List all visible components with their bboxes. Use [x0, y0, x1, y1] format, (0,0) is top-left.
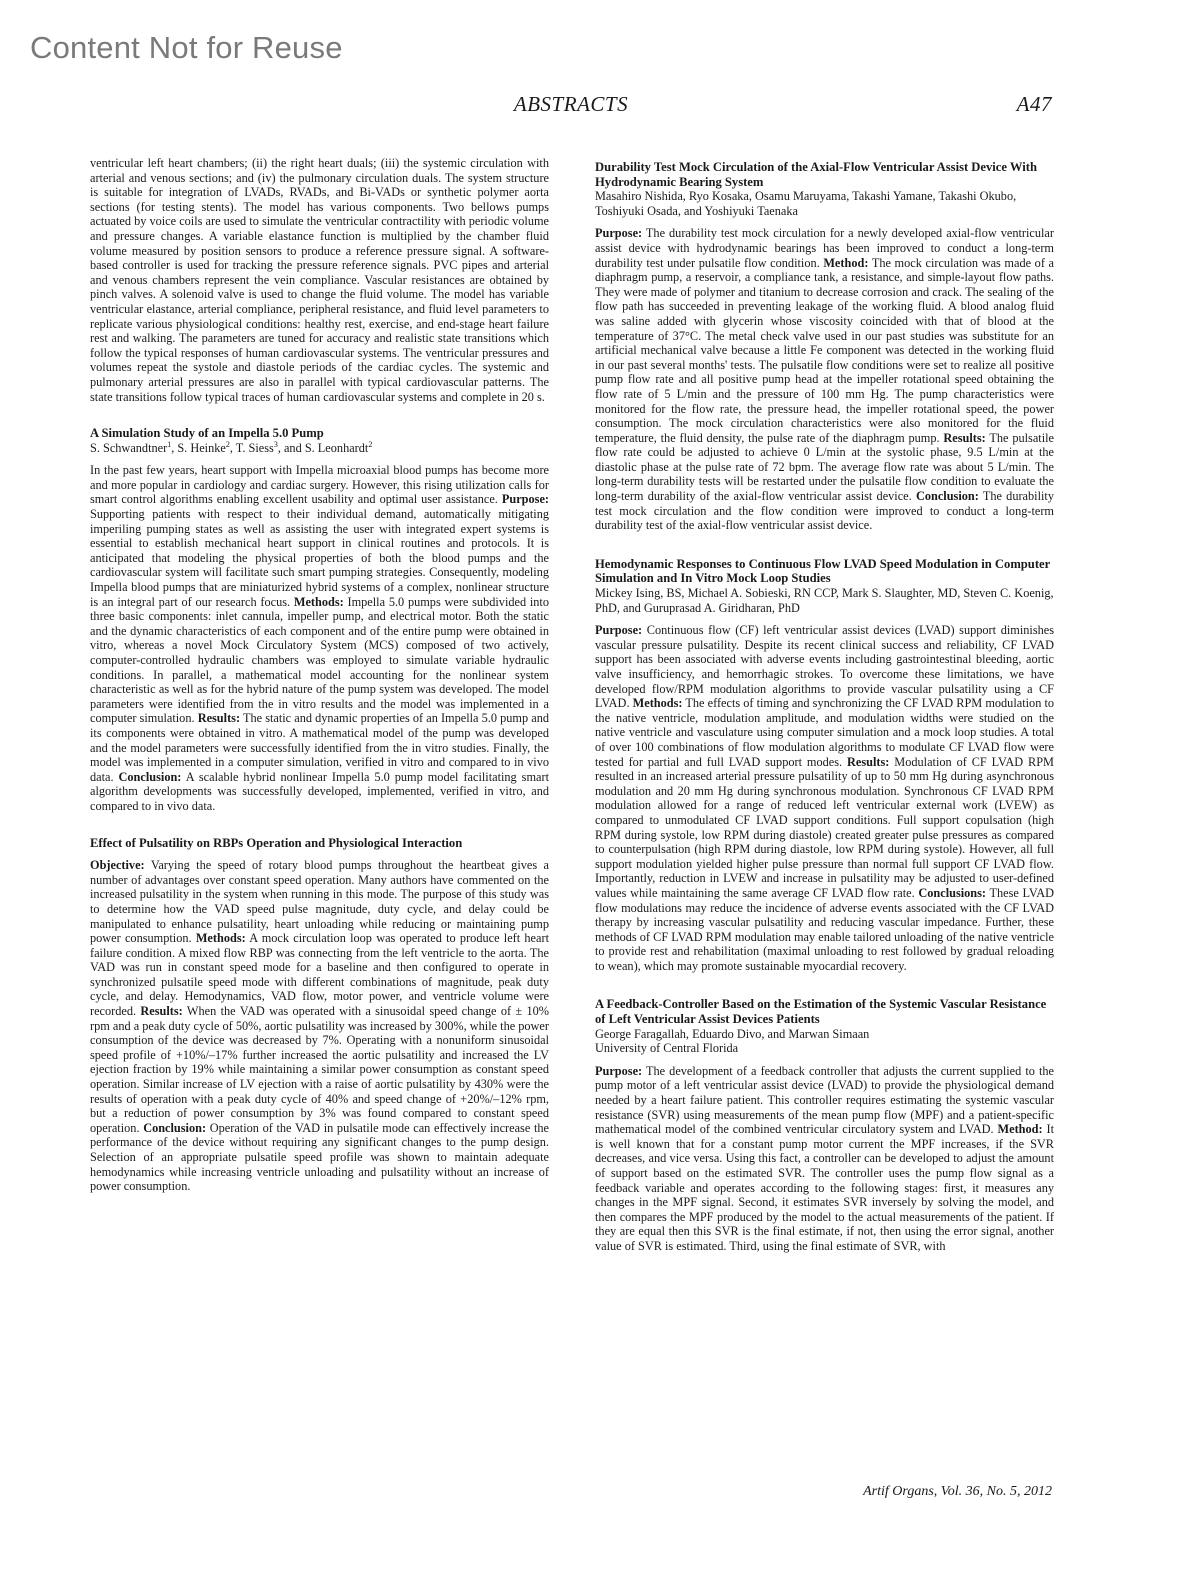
abstract-body	[595, 1064, 1054, 1254]
author-affiliation-mark: 2	[368, 439, 373, 449]
conclusion-label: Conclusion:	[118, 769, 182, 784]
method-text: It is well known that for a constant pump motor current the MPF increases, if the SVR decreases, and vice versa. Using this fact, a controller can be developed to adjust the amount of support based on the estimated SVR. The controller uses the pump flow signal as a feedback variable and operates according to the following stages: first, it measures any changes in the MPF signal. Second, it estimates SVR inversely by solving the model, and then compares the MPF produced by the model to the actual measurements of the patient. If they are equal then this SVR is the final estimate, if not, then using the error signal, another value of SVR is estimated. Third, using the final estimate of SVR, with	[595, 1122, 1055, 1253]
abstract-impella	[90, 426, 549, 813]
purpose-text: The development of a feedback controller that adjusts the current supplied to the pump motor of a left ventricular assist device (LVAD) to provide the physiological demand needed by a heart failure patient. This controller requires estimating the systemic vascular resistance (SVR) using measurements of the mean pump flow (MPF) and a patient-specific mathematical model of the combined ventricular circulatory system and LVAD.	[595, 1063, 1054, 1137]
results-label: Results:	[943, 430, 986, 445]
purpose-text: Continuous flow (CF) left ventricular assist devices (LVAD) support diminishes vascular pressure pulsatility. Despite its recent clinical success and reliability, CF LVAD support has been associated with adverse events including gastrointestinal bleeding, aortic valve insufficiency, and hemorrhagic strokes. To overcome these limitations, we have developed flow/RPM modulation algorithms to provide vascular pulsatility using a CF LVAD.	[595, 623, 1054, 711]
author-name: S. Leonhardt	[304, 440, 369, 455]
author-separator: ,	[171, 440, 178, 455]
section-title: ABSTRACTS	[513, 92, 629, 116]
purpose-label: Purpose:	[501, 492, 549, 507]
methods-text: Impella 5.0 pumps were subdivided into three basic components: inlet cannula, impeller pump, and electrical motor. Both the static and the dynamic characteristics of each component and of the entire pump were obtained in vitro, whereas a novel Mock Circulatory System (MCS) composed of two actively, computer-controlled hydraulic chambers was employed to simulate variable hydraulic conditions. In parallel, a mathematical model accounting for the nonlinear system characteristic as well as for the hybrid nature of the pump system was developed. The model parameters were identified from the in vitro results and the model was implemented in a computer simulation.	[90, 594, 549, 726]
objective-label: Objective:	[90, 858, 145, 873]
abstract-body	[595, 623, 1054, 973]
methods-text: A mock circulation loop was operated to produce left heart failure condition. A mixed flow RBP was connecting from the left ventricle to the aorta. The VAD was run in constant speed mode for a baseline and then configured to operate in synchronized pulsatile speed mode with different combinations of magnitude, peak duty cycle, and delay. Hemodynamics, VAD flow, motor power, and ventricle volume were recorded.	[90, 931, 549, 1019]
abstract-durability	[595, 160, 1054, 533]
method-label: Method:	[997, 1122, 1043, 1137]
methods-label: Methods:	[293, 594, 344, 609]
abstract-title: Effect of Pulsatility on RBPs Operation and Physiological Interaction	[90, 835, 463, 850]
objective-text: Varying the speed of rotary blood pumps throughout the heartbeat gives a number of advantages over constant speed operation. Many authors have commented on the increased pulsatility in the system when running in this mode. The purpose of this study was to determine how the VAD speed pulse magnitude, duty cycle, and delay could be manipulated to enhance pulsatility, heart unloading while reducing or maintaining pump power consumption.	[90, 858, 549, 946]
abstract-hemodynamic	[595, 557, 1054, 974]
results-text: Modulation of CF LVAD RPM resulted in an increased arterial pressure pulsatility of up to 50 mm Hg during asynchronous modulation and 20 mm Hg during synchronous modulation. Synchronous CF LVAD RPM modulation allowed for a range of reduced left ventricular external work (LVEW) as compared to unmodulated CF LVAD support conditions. Full support copulsation (high RPM during systole, low RPM during diastole) created greater pulse pressures as compared to counterpulsation (high RPM during diastole, low RPM during systole). However, all full support modulation yielded higher pulse pressure than normal full support CF LVAD flow. Importantly, reduction in LVEW and increase in pulsatility may be adjusted to user-defined values while maintaining the same average CF LVAD flow rate.	[595, 754, 1054, 900]
author-name: S. Heinke	[177, 440, 226, 455]
abstract-title: A Simulation Study of an Impella 5.0 Pump	[90, 426, 324, 441]
results-label: Results:	[197, 711, 241, 726]
methods-label: Methods:	[632, 696, 683, 711]
abstract-authors: Masahiro Nishida, Ryo Kosaka, Osamu Maruyama, Takashi Yamane, Takashi Okubo, Toshiyuki Osada, and Yoshiyuki Taenaka	[595, 189, 1017, 218]
right-column	[595, 160, 1054, 1254]
method-label: Method:	[823, 255, 869, 270]
author-separator: ,	[229, 440, 236, 455]
abstract-body	[595, 226, 1054, 532]
abstract-affiliation: University of Central Florida	[595, 1041, 739, 1056]
running-head	[90, 92, 1052, 118]
purpose-label: Purpose:	[595, 623, 643, 638]
watermark: Content Not for Reuse	[30, 30, 343, 65]
conclusion-label: Conclusion:	[915, 489, 979, 504]
conclusions-label: Conclusions:	[918, 885, 987, 900]
abstract-pulsatility	[90, 836, 549, 1194]
author-affiliation-mark: 2	[225, 439, 230, 449]
conclusion-text: A scalable hybrid nonlinear Impella 5.0 pump model facilitating smart algorithm developments was successfully developed, implemented, verified in vitro, and compared to in vivo data.	[90, 769, 549, 813]
author-separator: , and	[277, 440, 305, 455]
abstract-body	[90, 463, 549, 813]
results-text: The static and dynamic properties of an Impella 5.0 pump and its components were obtained in vitro. A mathematical model of the pump was developed and the model parameters were successfully identified from the in vitro studies. Finally, the model was implemented in a computer simulation, verified in vitro and compared to in vivo data.	[90, 711, 550, 784]
continued-abstract-text: ventricular left heart chambers; (ii) the right heart duals; (iii) the systemic circulation with arterial and venous sections; and (iv) the pulmonary circulation duals. The system structure is suitable for integration of LVADs, RVADs, and Bi-VADs or synthetic polymer aorta sections (for testing stents). The model has various components. Two bellows pumps actuated by voice coils are used to simulate the ventricular contractility with periodic volume and pressure changes. A variable elastance function is multiplied by the chamber fluid volume measured by position sensors to produce a reference pressure signal. A software-based controller is used for tracking the pressure reference signals. PVC pipes and arterial and venous chambers represent the vein compliance. Vascular resistances are obtained by pinch valves. A solenoid valve is used to change the fluid volume. The model has variable ventricular elastance, arterial compliance, peripheral resistance, and fluid level parameters to replicate various physiological conditions: healthy rest, exercise, and end-stage heart failure rest and walking. The parameters are tuned for accuracy and realistic state transitions which follow the typical responses of human cardiovascular systems. The ventricular pressures and volumes repeat the systole and diastole periods of the cardiac cycles. The systemic and pulmonary arterial pressures are also in parallel with typical cardiovascular patterns. The state transitions follow typical traces of human cardiovascular systems and complete in 20 s.	[90, 156, 549, 404]
author-name: S. Schwandtner	[90, 440, 168, 455]
author-affiliation-mark: 1	[167, 439, 172, 449]
intro-text: In the past few years, heart support with Impella microaxial blood pumps has become more and more popular in cardiology and cardiac surgery. However, this rising utilization calls for smart control algorithms enabling excellent usability and optimal user assistance.	[90, 463, 549, 507]
abstract-feedback	[595, 997, 1054, 1253]
purpose-label: Purpose:	[595, 226, 643, 241]
abstract-authors: George Faragallah, Eduardo Divo, and Marwan Simaan	[595, 1026, 870, 1041]
purpose-text: The durability test mock circulation for a newly developed axial-flow ventricular assist device with hydrodynamic bearings has been improved to conduct a long-term durability test under pulsatile flow condition.	[595, 226, 1054, 270]
left-column	[90, 156, 549, 1194]
results-label: Results:	[140, 1004, 183, 1019]
abstract-title: A Feedback-Controller Based on the Estimation of the Systemic Vascular Resistance of Left Ventricular Assist Devices Patients	[595, 997, 1047, 1027]
purpose-text: Supporting patients with respect to their individual demand, automatically mitigating imperiling pumping states as well as assisting the user with integrated expert systems is essential to establish mechanical heart support in clinical routines and protocols. It is anticipated that modeling the physical properties of both the blood pumps and the cardiovascular system will facilitate such smart pumping strategies. Consequently, modeling Impella blood pumps that are miniaturized hybrid systems of a complex, nonlinear structure is an integral part of our research focus.	[90, 507, 549, 609]
author-name: T. Siess	[235, 440, 274, 455]
methods-label: Methods:	[195, 931, 246, 946]
abstract-body	[90, 858, 549, 1194]
abstract-authors	[90, 441, 549, 456]
results-label: Results:	[847, 754, 890, 769]
page-number: A47	[1016, 92, 1052, 116]
methods-text: The effects of timing and synchronizing the CF LVAD RPM modulation to the native ventricle, modulation amplitude, and modulation widths were studied on the native ventricle and vasculature using computer simulation and a mock loop studies. A total of over 100 combinations of flow modulation algorithms to modulate CF LVAD flow were tested for partial and full LVAD support modes.	[595, 696, 1055, 769]
conclusion-text: The durability test mock circulation and the flow condition were improved to conduct a long-term durability test of the axial-flow ventricular assist device.	[595, 489, 1054, 533]
author-affiliation-mark: 3	[273, 439, 278, 449]
conclusion-text: Operation of the VAD in pulsatile mode can effectively increase the performance of the device without requiring any significant changes to the pump design. Selection of an appropriate pulsatile speed profile was shown to maintain adequate hemodynamics while increasing ventricle unloading and pulsatility without an increase of power consumption.	[90, 1120, 549, 1194]
journal-citation: Artif Organs, Vol. 36, No. 5, 2012	[863, 1484, 1052, 1499]
results-text: When the VAD was operated with a sinusoidal speed change of ± 10% rpm and a peak duty cycle of 50%, aortic pulsatility was increased by 300%, while the power consumption of the device was decreased by 7%. Operating with a nonuniform sinusoidal speed profile of +10%/–17% further increased the aortic pulsatility and increased the LV ejection fraction by 19% while maintaining a similar power consumption as constant speed operation. Similar increase of LV ejection with a raise of aortic pulsatility by 430% were the results of operation with a peak duty cycle of 40% and speed change of +20%/–12% rpm, but a reduction of power consumption by 3% was found compared to constant speed operation.	[90, 1004, 549, 1135]
abstract-title: Hemodynamic Responses to Continuous Flow LVAD Speed Modulation in Computer Simulation and In Vitro Mock Loop Studies	[595, 556, 1050, 586]
purpose-label: Purpose:	[595, 1063, 643, 1078]
conclusions-text: These LVAD flow modulations may reduce the incidence of adverse events associated with the CF LVAD therapy by increasing vascular pulsatility and reducing vascular impedance. Further, these methods of CF LVAD RPM modulation may enable tailored unloading of the native ventricle to provide rest and rehabilitation (maximal unloading to rest followed by gradual reloading to wean), which may promote sustainable myocardial recovery.	[595, 885, 1054, 973]
abstract-title: Durability Test Mock Circulation of the Axial-Flow Ventricular Assist Device With Hydrodynamic Bearing System	[595, 160, 1037, 189]
results-text: The pulsatile flow rate could be adjusted to achieve 0 L/min at the systolic phase, 9.5 L/min at the diastolic phase at the pulse rate of 72 bpm. The average flow rate was about 5 L/min. The long-term durability tests will be restarted under the pulsatile flow condition to evaluate the long-term durability of the axial-flow ventricular assist device.	[595, 430, 1055, 504]
abstract-authors: Mickey Ising, BS, Michael A. Sobieski, RN CCP, Mark S. Slaughter, MD, Steven C. Koenig, PhD, and Guruprasad A. Giridharan, PhD	[595, 586, 1054, 615]
conclusion-label: Conclusion:	[143, 1120, 207, 1135]
method-text: The mock circulation was made of a diaphragm pump, a reservoir, a compliance tank, a resistance, and simple-layout flow paths. They were made of polymer and titanium to decrease corrosion and crack. The sealing of the flow path has succeeded in preventing leakage of the working fluid. A blood analog fluid was saline added with glycerin whose viscosity coincided with that of blood at the temperature of 37°C. The metal check valve used in our past studies was substitute for an artificial mechanical valve because a little Fe component was detected in the working fluid in our past several months' tests. The pulsatile flow conditions were set to realize all positive pump flow rate and all positive pump head at the impeller rotational speed obtaining the flow rate of 5 L/min and the pressure of 100 mm Hg. The pump characteristics were monitored for the flow rate, the pressure head, the impeller rotational speed, the power consumption. The mock circulation characteristics were also monitored for the fluid temperature, the fluid density, the pulse rate of the diaphragm pump.	[595, 255, 1054, 445]
